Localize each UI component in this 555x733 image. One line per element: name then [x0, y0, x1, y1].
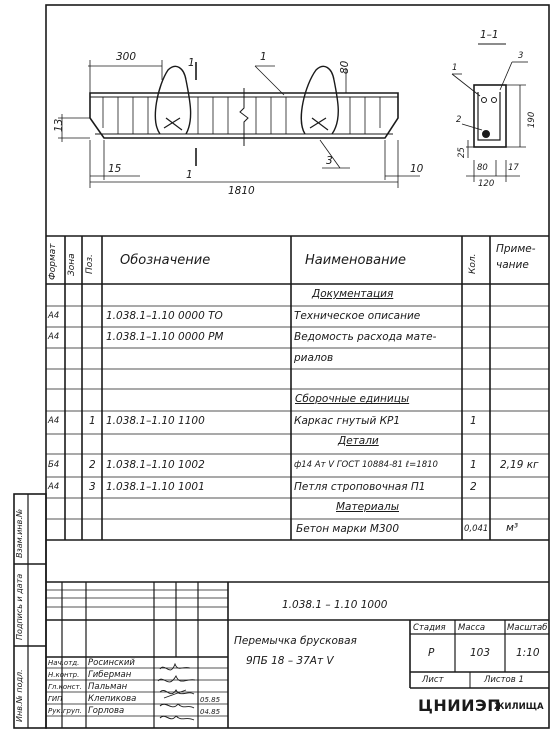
sheet-label: Лист	[422, 675, 444, 685]
table-row-format: А4	[48, 482, 60, 492]
header-note-line2: чание	[496, 259, 529, 271]
section-dim-120: 120	[478, 179, 495, 189]
person-name: Пальман	[88, 682, 128, 692]
table-row-pos: 3	[89, 481, 96, 493]
mass-label: Масса	[458, 623, 486, 633]
table-row-format: Б4	[48, 460, 60, 470]
callout-pos-1: 1	[260, 51, 267, 63]
table-row-designation: 1.038.1–1.10 0000 РМ	[106, 331, 224, 343]
table-row-note: м³	[506, 522, 519, 534]
mass-value: 103	[470, 647, 491, 659]
side-stamp-replaced-inv: Взам.инв.№	[15, 508, 24, 558]
person-name: Гиберман	[88, 670, 132, 680]
table-row-name: Техническое описание	[294, 310, 421, 322]
person-date: 04.85	[200, 708, 221, 716]
section-dim-25: 25	[457, 147, 467, 158]
section-heading-assembly-units: Сборочные единицы	[295, 393, 410, 405]
person-name: Горлова	[88, 706, 125, 716]
section-dim-80: 80	[477, 163, 488, 173]
callout-pos-3: 3	[326, 155, 333, 167]
table-row-pos: 1	[89, 415, 96, 427]
person-role: Нач.отд.	[48, 659, 80, 667]
table-row-designation: 1.038.1–1.10 0000 ТО	[106, 310, 223, 322]
dim-1810-label: 1810	[228, 185, 255, 197]
stage-label: Стадия	[413, 623, 446, 633]
section-callout-3: 3	[518, 51, 524, 61]
header-qty: Кол.	[468, 253, 478, 274]
table-row-qty: 1	[470, 415, 477, 427]
dim-300-label: 300	[116, 51, 137, 63]
dim-13-label: 13	[53, 118, 65, 132]
person-name: Клепикова	[88, 694, 137, 704]
table-row-name: Ведомость расхода мате-	[294, 331, 437, 343]
table-row-name: ф14 Ат V ГОСТ 10884-81 ℓ=1810	[294, 460, 438, 470]
section-heading-details: Детали	[338, 435, 379, 447]
person-role: Рук.груп.	[48, 707, 82, 715]
header-note-line1: Приме-	[496, 243, 536, 255]
scale-label: Масштаб	[507, 623, 548, 633]
section-callout-1: 1	[452, 63, 458, 73]
dim-10-label: 10	[410, 163, 424, 175]
person-name: Росинский	[88, 658, 135, 668]
header-designation: Обозначение	[120, 253, 211, 268]
person-role: Гл.конст.	[48, 683, 82, 691]
section-dim-190: 190	[527, 111, 537, 128]
document-code: 1.038.1 – 1.10 1000	[282, 599, 388, 611]
dim-80-label: 80	[339, 60, 351, 74]
scale-value: 1:10	[516, 647, 540, 659]
table-row-format: А4	[48, 311, 60, 321]
header-pos: Поз.	[85, 254, 95, 274]
organization-name: ЦНИИЭП	[418, 696, 502, 715]
table-row-designation: 1.038.1–1.10 1001	[106, 481, 205, 493]
table-row-name: Каркас гнутый КР1	[294, 415, 401, 427]
stage-value: Р	[428, 647, 435, 659]
section-title: 1–1	[480, 29, 499, 41]
title-name-line2: 9ПБ 18 – 37Ат V	[246, 655, 334, 667]
table-row-designation: 1.038.1–1.10 1100	[106, 415, 205, 427]
title-name-line1: Перемычка брусковая	[234, 635, 357, 647]
dim-15-label: 15	[108, 163, 122, 175]
section-marker-bottom-label: 1	[186, 169, 193, 181]
table-row-name: Бетон марки М300	[296, 523, 400, 535]
person-role: Н.контр.	[48, 671, 80, 679]
table-row-format: А4	[48, 416, 60, 426]
section-heading-documentation: Документация	[312, 288, 394, 300]
table-row-name: Петля строповочная П1	[294, 481, 426, 493]
header-name: Наименование	[305, 253, 407, 268]
section-dim-17: 17	[508, 163, 519, 173]
section-heading-materials: Материалы	[336, 501, 399, 513]
table-row-pos: 2	[89, 459, 96, 471]
side-stamp-original-inv: Инв.№ подл.	[15, 669, 24, 722]
section-marker-top-label: 1	[188, 57, 195, 69]
table-row-qty: 0,041	[464, 524, 489, 534]
table-row-qty: 2	[470, 481, 477, 493]
table-row-format: А4	[48, 332, 60, 342]
section-callout-2: 2	[456, 115, 462, 125]
header-format: Формат	[48, 243, 58, 280]
table-row-name: риалов	[294, 352, 334, 364]
header-zone: Зона	[67, 253, 77, 276]
organization-subname: ЖИЛИЩА	[494, 702, 544, 712]
table-row-qty: 1	[470, 459, 477, 471]
side-stamp-signature-date: Подпись и дата	[15, 573, 24, 640]
section-1-1	[452, 44, 528, 182]
table-row-designation: 1.038.1–1.10 1002	[106, 459, 205, 471]
person-role: ГИП	[48, 695, 63, 703]
table-row-note: 2,19 кг	[500, 459, 539, 471]
sheets-label: Листов 1	[484, 675, 524, 685]
person-date: 05.85	[200, 696, 221, 704]
